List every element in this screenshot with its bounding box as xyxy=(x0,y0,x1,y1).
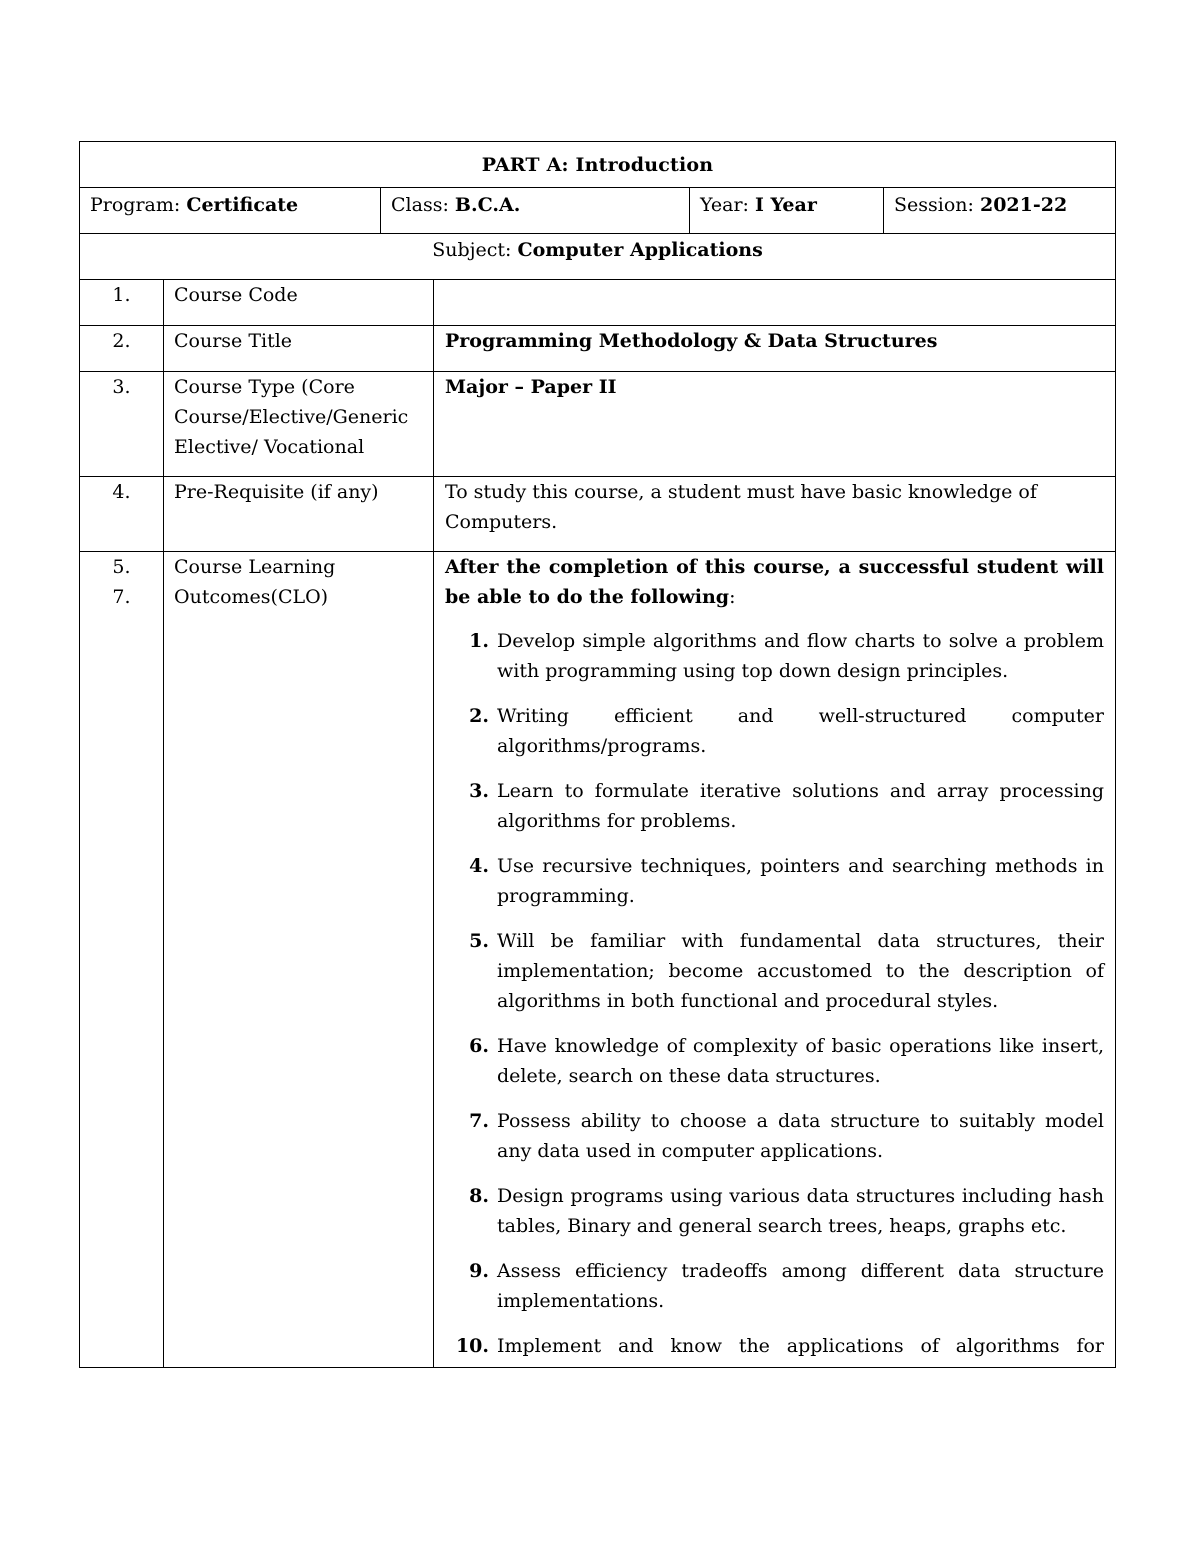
clo-list xyxy=(445,626,1104,1361)
row-number: 3. xyxy=(112,376,131,398)
list-item xyxy=(445,701,1104,761)
item-number: 6. xyxy=(469,1035,489,1057)
list-item xyxy=(445,1181,1104,1241)
prerequisite-row xyxy=(80,477,1115,552)
row-number: 4. xyxy=(112,481,131,503)
class-cell xyxy=(380,188,689,233)
class-value: B.C.A. xyxy=(454,194,521,216)
session-value: 2021-22 xyxy=(979,194,1068,216)
item-text: Use recursive techniques, pointers and searching methods in programming. xyxy=(497,855,1104,907)
clo-intro-suffix: : xyxy=(729,586,736,608)
list-item xyxy=(445,926,1104,1016)
meta-row xyxy=(80,188,1115,234)
list-item xyxy=(445,1106,1104,1166)
list-item xyxy=(445,1256,1104,1316)
item-text: Design programs using various data structures including hash tables, Binary and general search trees, heaps, graphs etc. xyxy=(497,1185,1104,1237)
item-number: 7. xyxy=(469,1110,489,1132)
course-table xyxy=(79,141,1116,1368)
course-code-value xyxy=(433,280,1115,325)
course-title-value: Programming Methodology & Data Structures xyxy=(433,326,1115,371)
row-label: Course Type (Core Course/Elective/Generic Elective/ Vocational xyxy=(163,372,433,476)
item-text: Learn to formulate iterative solutions and array processing algorithms for problems. xyxy=(497,780,1104,832)
item-text: Develop simple algorithms and flow charts to solve a problem with programming using top down design principles. xyxy=(497,630,1104,682)
program-cell xyxy=(80,188,380,233)
clo-intro-text: After the completion of this course, a successful student will be able to do the following xyxy=(445,556,1104,608)
subject-row xyxy=(80,234,1115,280)
item-number: 3. xyxy=(469,780,489,802)
subject-label: Subject: xyxy=(432,239,518,261)
row-label: Pre-Requisite (if any) xyxy=(163,477,433,551)
year-cell xyxy=(689,188,883,233)
row-number: 5. xyxy=(112,556,131,578)
year-label: Year: xyxy=(700,194,755,216)
subject-cell xyxy=(432,234,763,265)
year-value: I Year xyxy=(755,194,817,216)
course-type-row xyxy=(80,372,1115,477)
list-item xyxy=(445,626,1104,686)
list-item xyxy=(445,1031,1104,1091)
program-value: Certificate xyxy=(186,194,299,216)
course-code-row xyxy=(80,280,1115,326)
row-number: 1. xyxy=(112,284,131,306)
item-text: Possess ability to choose a data structure to suitably model any data used in computer applications. xyxy=(497,1110,1104,1162)
session-label: Session: xyxy=(894,194,980,216)
prerequisite-value: To study this course, a student must have basic knowledge of Computers. xyxy=(433,477,1115,551)
list-item xyxy=(445,851,1104,911)
program-label: Program: xyxy=(90,194,187,216)
list-item xyxy=(445,1331,1104,1361)
course-type-value: Major – Paper II xyxy=(433,372,1115,476)
item-number: 4. xyxy=(469,855,489,877)
item-number: 9. xyxy=(469,1260,489,1282)
course-title-row xyxy=(80,326,1115,372)
item-text: Implement and know the applications of algorithms for xyxy=(497,1335,1104,1357)
row-number-secondary: 7. xyxy=(112,586,131,608)
item-number: 8. xyxy=(469,1185,489,1207)
item-text: Will be familiar with fundamental data structures, their implementation; become accustomed to the description of algorithms in both functional and procedural styles. xyxy=(497,930,1104,1012)
clo-content xyxy=(433,552,1115,1367)
class-label: Class: xyxy=(391,194,455,216)
row-label: Course Learning Outcomes(CLO) xyxy=(163,552,433,1367)
row-number: 2. xyxy=(112,330,131,352)
clo-intro xyxy=(445,552,1104,612)
item-number: 5. xyxy=(469,930,489,952)
page-title: PART A: Introduction xyxy=(481,153,714,176)
item-number: 10. xyxy=(455,1335,489,1357)
item-text: Writing efficient and well-structured computer algorithms/programs. xyxy=(497,705,1104,757)
subject-value: Computer Applications xyxy=(517,239,763,261)
item-number: 1. xyxy=(469,630,489,652)
item-number: 2. xyxy=(469,705,489,727)
session-cell xyxy=(883,188,1115,233)
clo-row xyxy=(80,552,1115,1367)
item-text: Have knowledge of complexity of basic operations like insert, delete, search on these data structures. xyxy=(497,1035,1104,1087)
list-item xyxy=(445,776,1104,836)
row-label: Course Title xyxy=(163,326,433,371)
item-text: Assess efficiency tradeoffs among different data structure implementations. xyxy=(497,1260,1104,1312)
row-label: Course Code xyxy=(163,280,433,325)
title-row xyxy=(80,142,1115,188)
row-number-cell xyxy=(80,552,163,1367)
